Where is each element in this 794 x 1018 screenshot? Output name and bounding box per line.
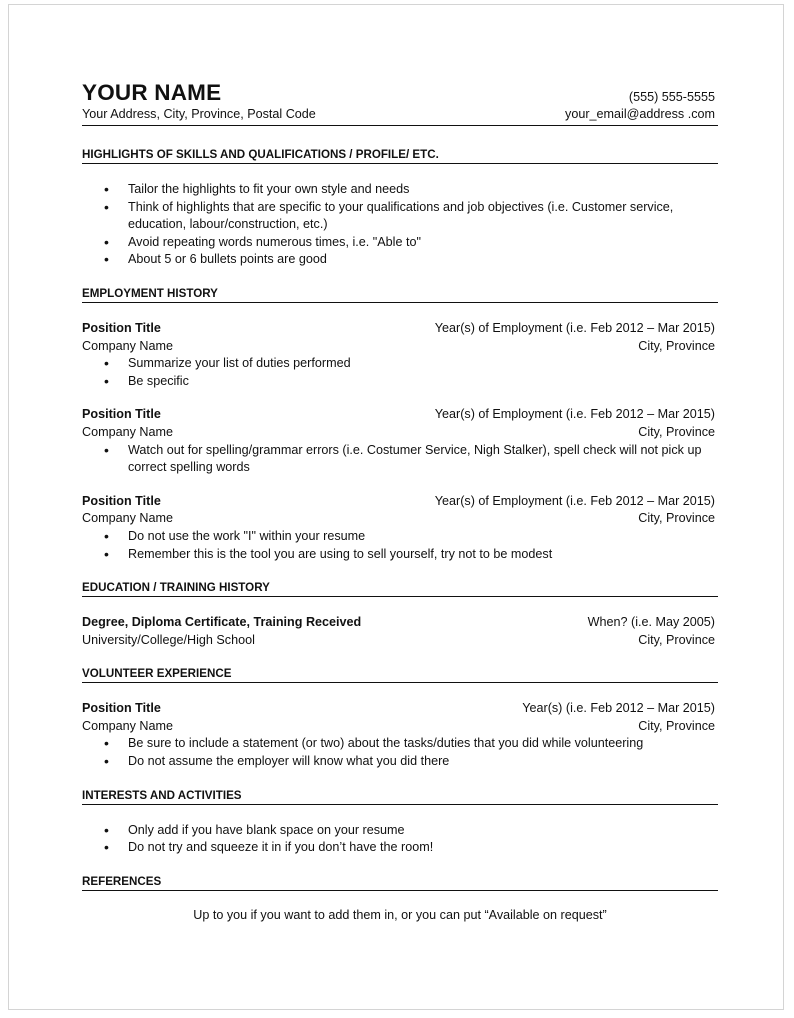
company-name: Company Name [82, 511, 173, 526]
volunteer-entry [82, 700, 718, 770]
resume-content [82, 76, 718, 924]
position-title: Position Title [82, 701, 161, 716]
education-heading: EDUCATION / TRAINING HISTORY [82, 579, 718, 597]
school-location: City, Province [638, 632, 715, 647]
employment-heading: EMPLOYMENT HISTORY [82, 285, 718, 303]
education-entry [82, 614, 718, 649]
company-name: Company Name [82, 338, 173, 353]
list-item: • Only add if you have blank space on your resume [82, 822, 718, 840]
contact-row [82, 106, 718, 126]
list-item: • Avoid repeating words numerous times, i.e. "Able to" [82, 234, 718, 252]
job-location: City, Province [638, 338, 715, 353]
list-item: • Do not assume the employer will know what you did there [82, 753, 718, 771]
interests-heading: INTERESTS AND ACTIVITIES [82, 787, 718, 805]
highlights-list [82, 181, 718, 269]
job-location: City, Province [638, 424, 715, 439]
job-entry [82, 406, 718, 476]
list-item: • Summarize your list of duties performed [82, 355, 718, 373]
list-item: • Think of highlights that are specific to your qualifications and job objectives (i.e. Customer service, education, labour/construction, etc.) [82, 199, 718, 234]
list-item: • Be sure to include a statement (or two) about the tasks/duties that you did while volunteering [82, 735, 718, 753]
volunteer-location: City, Province [638, 718, 715, 733]
position-title: Position Title [82, 320, 161, 335]
list-item: • Do not use the work "I" within your resume [82, 528, 718, 546]
employment-years: Year(s) of Employment (i.e. Feb 2012 – Mar 2015) [434, 320, 715, 335]
volunteer-heading: VOLUNTEER EXPERIENCE [82, 665, 718, 683]
school-name: University/College/High School [82, 632, 255, 647]
references-text: Up to you if you want to add them in, or you can put “Available on request” [193, 907, 607, 922]
job-entry [82, 493, 718, 563]
resume-header [82, 76, 718, 106]
position-title: Position Title [82, 493, 161, 508]
job-entry [82, 320, 718, 390]
company-name: Company Name [82, 718, 173, 733]
employment-years: Year(s) of Employment (i.e. Feb 2012 – Mar 2015) [434, 493, 715, 508]
applicant-name: YOUR NAME [82, 80, 222, 105]
employment-years: Year(s) of Employment (i.e. Feb 2012 – Mar 2015) [434, 407, 715, 422]
references-heading: REFERENCES [82, 873, 718, 891]
address: Your Address, City, Province, Postal Code [82, 107, 316, 121]
highlights-heading: HIGHLIGHTS OF SKILLS AND QUALIFICATIONS / PROFILE/ ETC. [82, 146, 718, 164]
phone-number: (555) 555-5555 [628, 90, 715, 104]
education-date: When? (i.e. May 2005) [587, 615, 715, 630]
interests-list [82, 822, 718, 857]
company-name: Company Name [82, 424, 173, 439]
volunteer-years: Year(s) (i.e. Feb 2012 – Mar 2015) [522, 701, 715, 716]
list-item: • About 5 or 6 bullets points are good [82, 251, 718, 269]
list-item: • Be specific [82, 373, 718, 391]
email-address: your_email@address .com [565, 107, 715, 121]
list-item: • Do not try and squeeze it in if you don’t have the room! [82, 839, 718, 857]
position-title: Position Title [82, 407, 161, 422]
list-item: • Remember this is the tool you are using to sell yourself, try not to be modest [82, 546, 718, 564]
list-item: • Tailor the highlights to fit your own style and needs [82, 181, 718, 199]
list-item: • Watch out for spelling/grammar errors (i.e. Costumer Service, Nigh Stalker), spell check will not pick up correct spelling words [82, 442, 718, 477]
degree: Degree, Diploma Certificate, Training Received [82, 615, 362, 630]
job-location: City, Province [638, 511, 715, 526]
